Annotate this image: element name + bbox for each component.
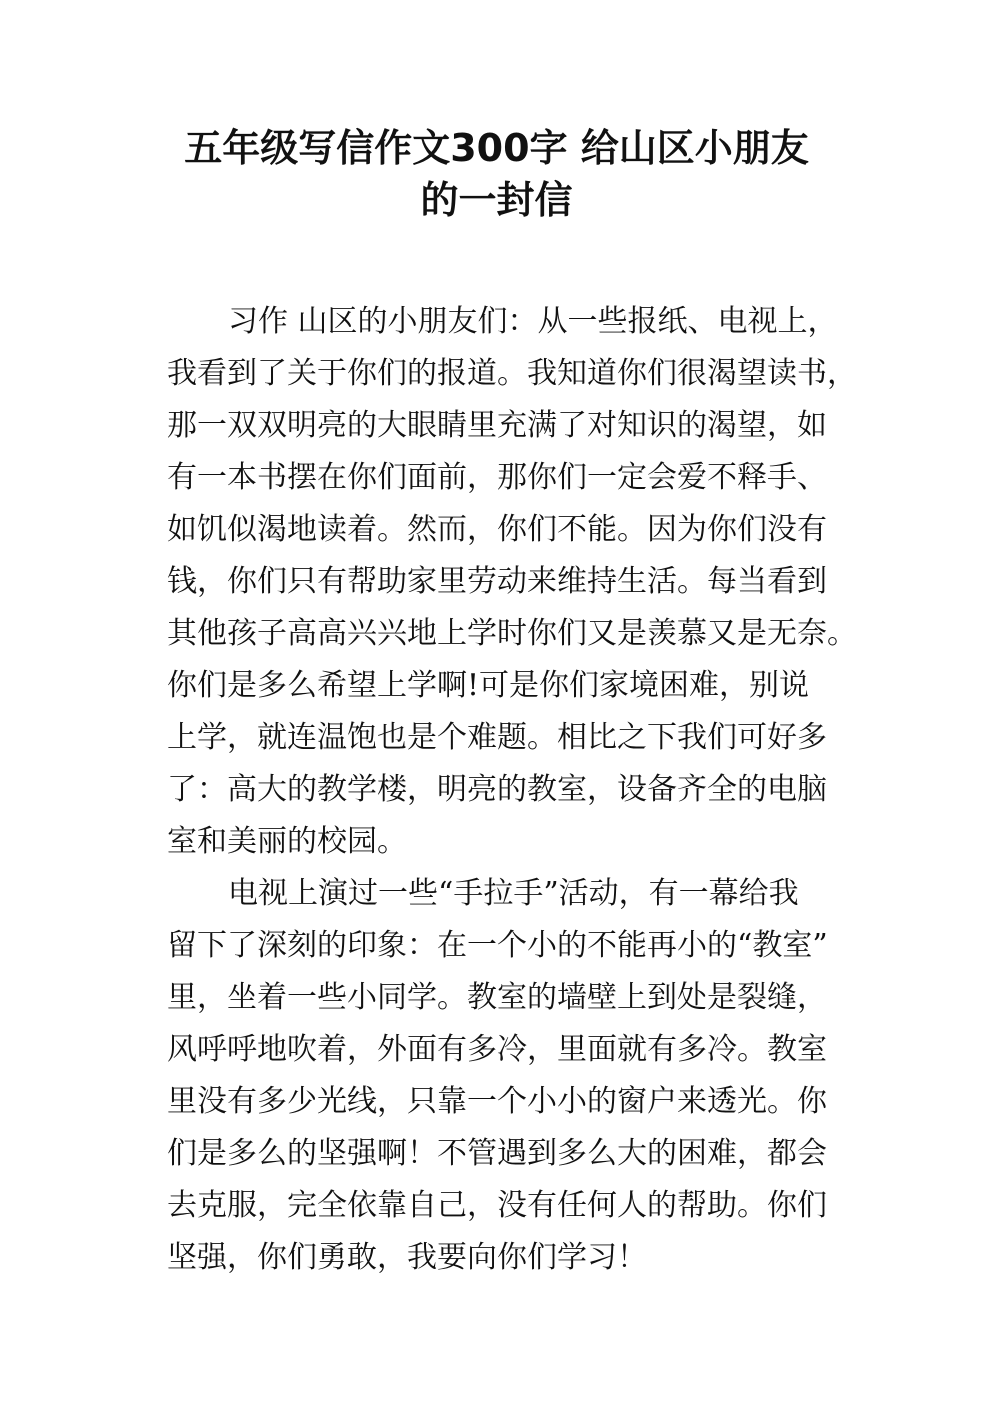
text-line: 钱，你们只有帮助家里劳动来维持生活。每当看到: [167, 564, 827, 599]
text-line: 如饥似渴地读着。然而，你们不能。因为你们没有: [167, 512, 827, 547]
text-line: 留下了深刻的印象：在一个小的不能再小的“教室”: [167, 928, 828, 963]
paragraph-2: [167, 868, 847, 1284]
text-line: 你们是多么希望上学啊!可是你们家境困难，别说: [167, 668, 810, 703]
title-line-1: 五年级写信作文300字 给山区小朋友: [184, 126, 809, 170]
text-line: 室和美丽的校园。: [167, 824, 407, 859]
text-line: 其他孩子高高兴兴地上学时你们又是羡慕又是无奈。: [167, 616, 857, 651]
text-line: 坚强，你们勇敢，我要向你们学习！: [167, 1240, 647, 1275]
text-line: 们是多么的坚强啊！不管遇到多么大的困难，都会: [167, 1136, 827, 1171]
text-line: 我看到了关于你们的报道。我知道你们很渴望读书，: [167, 356, 857, 391]
text-line: 习作 山区的小朋友们：从一些报纸、电视上，: [228, 304, 838, 339]
text-line: 了：高大的教学楼，明亮的教室，设备齐全的电脑: [167, 772, 827, 807]
letter-body: [167, 296, 857, 1284]
text-line: 里没有多少光线，只靠一个小小的窗户来透光。你: [167, 1084, 827, 1119]
text-line: 去克服，完全依靠自己，没有任何人的帮助。你们: [167, 1188, 827, 1223]
page-title: [140, 122, 853, 226]
text-line: 那一双双明亮的大眼睛里充满了对知识的渴望，如: [167, 408, 827, 443]
paragraph-1: [167, 296, 857, 868]
text-line: 有一本书摆在你们面前，那你们一定会爱不释手、: [167, 460, 827, 495]
text-line: 里，坐着一些小同学。教室的墙壁上到处是裂缝，: [167, 980, 827, 1015]
text-line: 风呼呼地吹着，外面有多冷，里面就有多冷。教室: [167, 1032, 827, 1067]
text-line: 上学，就连温饱也是个难题。相比之下我们可好多: [167, 720, 827, 755]
text-line: 电视上演过一些“手拉手”活动，有一幕给我: [228, 876, 799, 911]
title-line-2: 的一封信: [420, 178, 573, 222]
